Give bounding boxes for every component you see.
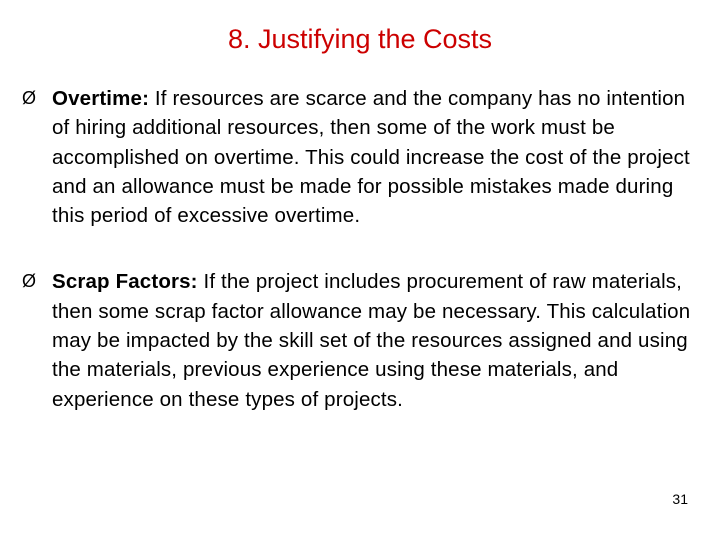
arrow-bullet-icon: Ø (22, 271, 37, 292)
slide-title: 8. Justifying the Costs (227, 24, 493, 54)
bullet-text-overtime: If resources are scarce and the company has no intention of hiring additional resources, then some of the work must be accomplished on overtime. This could increase the cost of the project and an allowance must be made for possible mistakes made during this period of excessive overtime. (52, 87, 690, 228)
bullet-term-scrap-factors: Scrap Factors: (52, 270, 204, 294)
bullet-list (22, 84, 702, 414)
bullet-item-overtime (22, 84, 702, 230)
bullet-term-overtime: Overtime: (52, 87, 155, 110)
bullet-item-scrap-factors (22, 267, 702, 413)
bullet-text-scrap-factors: If the project includes procurement of raw materials, then some scrap factor allowance may be necessary. This calculation may be impacted by the skill set of the resources assigned and using the materials, previous experience using these materials, and experience on these types of projects. (52, 270, 691, 411)
arrow-bullet-icon: Ø (22, 88, 37, 108)
page-number: 31 (672, 491, 688, 507)
